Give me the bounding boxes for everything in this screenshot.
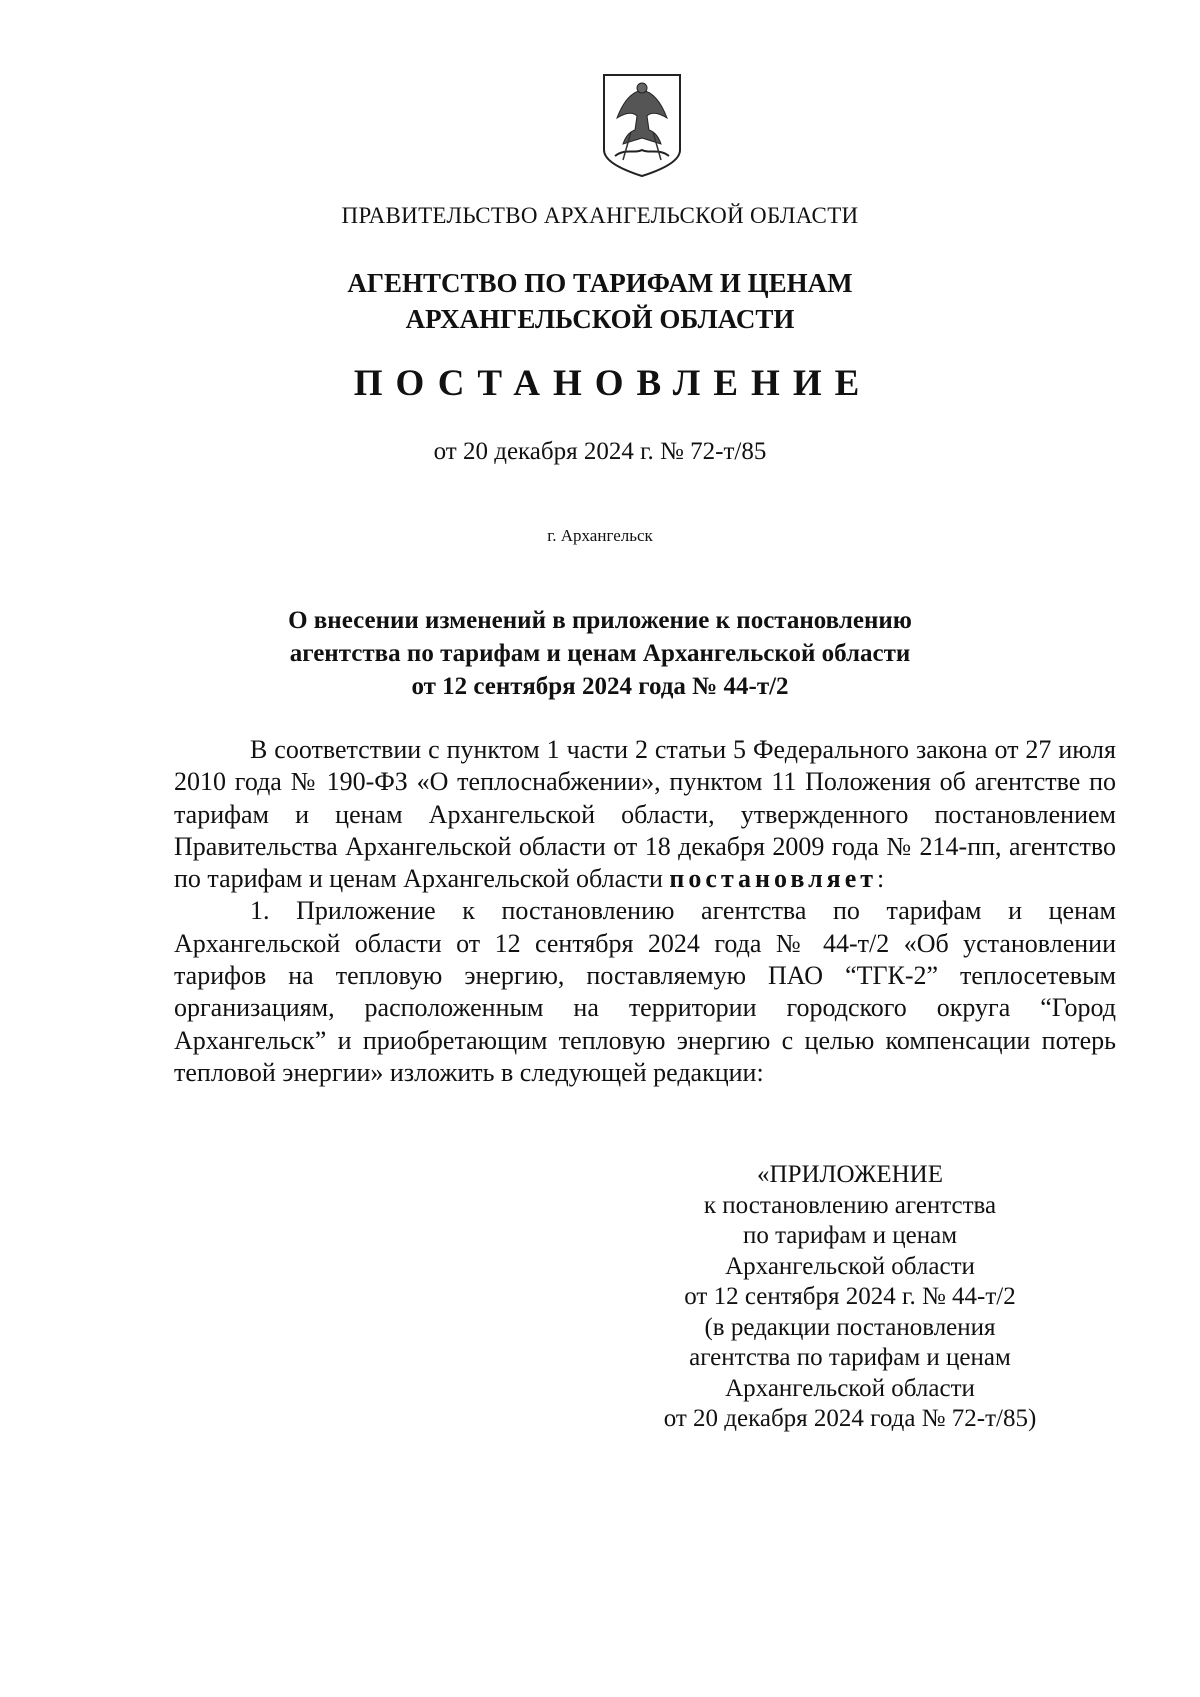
document-type-title: ПОСТАНОВЛЕНИЕ xyxy=(353,363,873,404)
body-paragraph-preamble xyxy=(174,734,1116,895)
document-date-number: от 20 декабря 2024 г. № 72-т/85 xyxy=(433,438,767,465)
coat-of-arms-icon xyxy=(601,72,683,178)
document-body xyxy=(174,734,1116,1089)
appendix-line: Архангельской области xyxy=(725,1374,975,1402)
government-name: ПРАВИТЕЛЬСТВО АРХАНГЕЛЬСКОЙ ОБЛАСТИ xyxy=(341,203,859,228)
appendix-line: от 12 сентября 2024 г. № 44-т/2 xyxy=(684,1283,1016,1310)
subject-line1: О внесении изменений в приложение к постановлению xyxy=(288,607,912,634)
appendix-header xyxy=(640,1160,1060,1435)
appendix-line: «ПРИЛОЖЕНИЕ xyxy=(757,1161,943,1188)
body-paragraph-item-1: 1. Приложение к постановлению агентства по тарифам и ценам Архангельской области от 12 сентября 2024 года № 44-т/2 «Об установлении тарифов на тепловую энергию, поставляемую ПАО “ТГК-2” теплосетевым организациям, расположенным на территории городского округа “Город Архангельск” и приобретающим тепловую энергию с целью компенсации потерь тепловой энергии» изложить в следующей редакции: xyxy=(174,896,1116,1087)
preamble-text: В соответствии с пунктом 1 части 2 статьи 5 Федерального закона от 27 июля 2010 года № 190-ФЗ «О теплоснабжении», пунктом 11 Положения об агентстве по тарифам и ценам Архангельской области, утвержденного постановлением Правительства Архангельской области от 18 декабря 2009 года № 214-пп, агентство по тарифам и ценам Архангельской области xyxy=(174,735,1116,894)
document-subject xyxy=(0,604,1200,703)
appendix-line: (в редакции постановления xyxy=(704,1313,996,1341)
appendix-line: агентства по тарифам и ценам xyxy=(689,1344,1011,1371)
agency-name-line1: АГЕНТСТВО ПО ТАРИФАМ И ЦЕНАМ xyxy=(347,268,853,298)
document-city: г. Архангельск xyxy=(547,526,653,545)
appendix-line: по тарифам и ценам xyxy=(742,1222,958,1249)
subject-line2: агентства по тарифам и ценам Архангельской области xyxy=(289,640,911,667)
subject-line3: от 12 сентября 2024 года № 44-т/2 xyxy=(411,673,789,700)
agency-name xyxy=(0,265,1200,337)
resolves-keyword: постановляет xyxy=(669,864,878,894)
appendix-line: от 20 декабря 2024 года № 72-т/85) xyxy=(663,1405,1037,1432)
appendix-line: Архангельской области xyxy=(725,1252,975,1280)
appendix-line: к постановлению агентства xyxy=(703,1191,997,1219)
agency-name-line2: АРХАНГЕЛЬСКОЙ ОБЛАСТИ xyxy=(405,304,795,334)
preamble-colon: : xyxy=(877,864,885,894)
